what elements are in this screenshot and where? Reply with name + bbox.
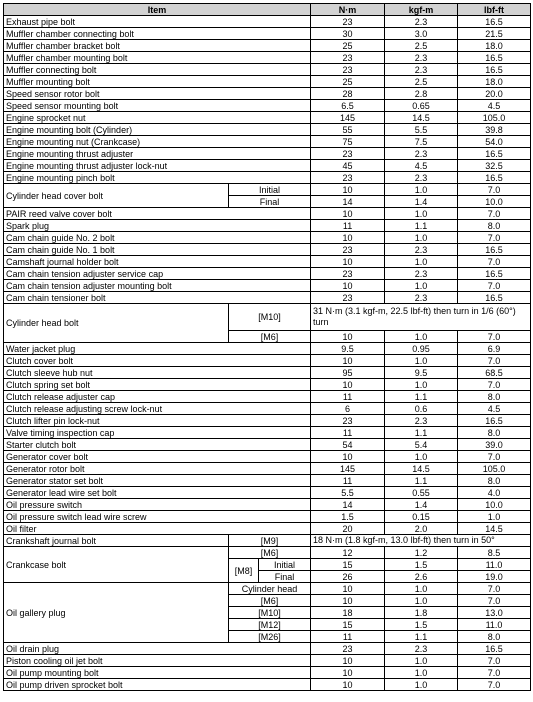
item-cell: Oil pressure switch lead wire screw: [4, 511, 311, 523]
kgfm-cell: 2.3: [385, 268, 458, 280]
table-row: [4, 463, 531, 475]
nm-cell: 11: [311, 391, 385, 403]
lbfft-cell: 7.0: [458, 379, 531, 391]
nm-cell: 23: [311, 148, 385, 160]
item-cell: Generator lead wire set bolt: [4, 487, 311, 499]
table-row: [4, 667, 531, 679]
kgfm-cell: 2.3: [385, 16, 458, 28]
table-row: [4, 415, 531, 427]
nm-cell: 11: [311, 220, 385, 232]
lbfft-cell: 8.5: [458, 547, 531, 559]
item-cell: Spark plug: [4, 220, 311, 232]
lbfft-cell: 16.5: [458, 52, 531, 64]
lbfft-cell: 18.0: [458, 40, 531, 52]
lbfft-cell: 16.5: [458, 244, 531, 256]
table-row: [4, 184, 531, 196]
nm-cell: 12: [311, 547, 385, 559]
lbfft-cell: 16.5: [458, 16, 531, 28]
nm-cell: 23: [311, 292, 385, 304]
item-cell: Cam chain guide No. 2 bolt: [4, 232, 311, 244]
item-cell: Clutch cover bolt: [4, 355, 311, 367]
lbfft-cell: 32.5: [458, 160, 531, 172]
nm-cell: 23: [311, 64, 385, 76]
item-cell: Muffler connecting bolt: [4, 64, 311, 76]
item-cell: Crankcase bolt: [4, 547, 229, 583]
nm-cell: 95: [311, 367, 385, 379]
nm-cell: 10: [311, 232, 385, 244]
table-row: [4, 64, 531, 76]
size-cell: [M9]: [229, 535, 311, 547]
kgfm-cell: 1.0: [385, 184, 458, 196]
kgfm-cell: 1.5: [385, 619, 458, 631]
table-row: [4, 655, 531, 667]
nm-cell: 23: [311, 52, 385, 64]
item-cell: Generator rotor bolt: [4, 463, 311, 475]
table-row: [4, 439, 531, 451]
kgfm-cell: 2.3: [385, 52, 458, 64]
kgfm-cell: 2.3: [385, 148, 458, 160]
lbfft-cell: 4.5: [458, 403, 531, 415]
table-row: [4, 499, 531, 511]
kgfm-cell: 0.65: [385, 100, 458, 112]
item-cell: Generator stator set bolt: [4, 475, 311, 487]
item-cell: Clutch spring set bolt: [4, 379, 311, 391]
lbfft-cell: 7.0: [458, 451, 531, 463]
lbfft-cell: 1.0: [458, 511, 531, 523]
item-cell: Muffler chamber bracket bolt: [4, 40, 311, 52]
nm-cell: 6: [311, 403, 385, 415]
nm-cell: 25: [311, 40, 385, 52]
kgfm-cell: 1.8: [385, 607, 458, 619]
kgfm-cell: 1.2: [385, 547, 458, 559]
nm-cell: 10: [311, 256, 385, 268]
table-row: [4, 160, 531, 172]
item-cell: Engine mounting thrust adjuster: [4, 148, 311, 160]
kgfm-cell: 1.0: [385, 232, 458, 244]
header-kgfm: kgf-m: [385, 4, 458, 16]
size-cell: [M8]: [229, 559, 259, 583]
item-cell: Engine mounting bolt (Cylinder): [4, 124, 311, 136]
nm-cell: 23: [311, 268, 385, 280]
condition-cell: Initial: [259, 559, 311, 571]
table-row: [4, 355, 531, 367]
lbfft-cell: 8.0: [458, 391, 531, 403]
kgfm-cell: 5.4: [385, 439, 458, 451]
kgfm-cell: 2.3: [385, 415, 458, 427]
lbfft-cell: 16.5: [458, 172, 531, 184]
kgfm-cell: 2.3: [385, 643, 458, 655]
lbfft-cell: 7.0: [458, 280, 531, 292]
nm-cell: 10: [311, 331, 385, 343]
kgfm-cell: 2.3: [385, 244, 458, 256]
item-cell: Engine mounting thrust adjuster lock-nut: [4, 160, 311, 172]
item-cell: Cam chain guide No. 1 bolt: [4, 244, 311, 256]
nm-cell: 6.5: [311, 100, 385, 112]
nm-cell: 10: [311, 679, 385, 691]
nm-cell: 10: [311, 379, 385, 391]
kgfm-cell: 9.5: [385, 367, 458, 379]
item-cell: Speed sensor rotor bolt: [4, 88, 311, 100]
kgfm-cell: 2.3: [385, 64, 458, 76]
lbfft-cell: 4.5: [458, 100, 531, 112]
kgfm-cell: 1.0: [385, 595, 458, 607]
size-cell: [M6]: [229, 595, 311, 607]
lbfft-cell: 7.0: [458, 256, 531, 268]
nm-cell: 25: [311, 76, 385, 88]
header-row: [4, 4, 531, 16]
table-row: [4, 451, 531, 463]
item-cell: Water jacket plug: [4, 343, 311, 355]
kgfm-cell: 1.0: [385, 655, 458, 667]
lbfft-cell: 7.0: [458, 184, 531, 196]
nm-cell: 20: [311, 523, 385, 535]
kgfm-cell: 2.5: [385, 40, 458, 52]
item-cell: Generator cover bolt: [4, 451, 311, 463]
item-cell: Clutch sleeve hub nut: [4, 367, 311, 379]
table-row: [4, 343, 531, 355]
item-cell: Muffler chamber mounting bolt: [4, 52, 311, 64]
kgfm-cell: 1.0: [385, 256, 458, 268]
lbfft-cell: 7.0: [458, 208, 531, 220]
kgfm-cell: 1.0: [385, 451, 458, 463]
table-row: [4, 379, 531, 391]
item-cell: Oil drain plug: [4, 643, 311, 655]
nm-cell: 28: [311, 88, 385, 100]
item-cell: Clutch lifter pin lock-nut: [4, 415, 311, 427]
item-cell: Engine mounting nut (Crankcase): [4, 136, 311, 148]
kgfm-cell: 0.15: [385, 511, 458, 523]
kgfm-cell: 1.1: [385, 220, 458, 232]
kgfm-cell: 2.3: [385, 172, 458, 184]
nm-cell: 18: [311, 607, 385, 619]
table-row: [4, 679, 531, 691]
nm-cell: 15: [311, 559, 385, 571]
table-row: [4, 583, 531, 595]
nm-cell: 23: [311, 172, 385, 184]
torque-specification-table: [3, 3, 531, 691]
lbfft-cell: 68.5: [458, 367, 531, 379]
lbfft-cell: 105.0: [458, 112, 531, 124]
nm-cell: 23: [311, 244, 385, 256]
table-row: [4, 391, 531, 403]
lbfft-cell: 7.0: [458, 679, 531, 691]
kgfm-cell: 1.0: [385, 280, 458, 292]
table-row: [4, 88, 531, 100]
kgfm-cell: 14.5: [385, 112, 458, 124]
item-cell: Cam chain tension adjuster mounting bolt: [4, 280, 311, 292]
kgfm-cell: 1.0: [385, 583, 458, 595]
kgfm-cell: 0.6: [385, 403, 458, 415]
table-row: [4, 76, 531, 88]
table-row: [4, 367, 531, 379]
torque-note-cell: 18 N·m (1.8 kgf-m, 13.0 lbf-ft) then turn in 50°: [311, 535, 531, 547]
kgfm-cell: 1.0: [385, 667, 458, 679]
nm-cell: 10: [311, 595, 385, 607]
torque-table-container: [3, 3, 530, 691]
kgfm-cell: 2.3: [385, 292, 458, 304]
table-row: [4, 535, 531, 547]
nm-cell: 11: [311, 427, 385, 439]
nm-cell: 10: [311, 280, 385, 292]
kgfm-cell: 1.5: [385, 559, 458, 571]
item-cell: Camshaft journal holder bolt: [4, 256, 311, 268]
size-cell: [M10]: [229, 304, 311, 331]
kgfm-cell: 1.0: [385, 355, 458, 367]
kgfm-cell: 2.5: [385, 76, 458, 88]
item-cell: Oil pump driven sprocket bolt: [4, 679, 311, 691]
header-nm: N·m: [311, 4, 385, 16]
condition-cell: Final: [229, 196, 311, 208]
header-item: Item: [4, 4, 311, 16]
table-row: [4, 148, 531, 160]
nm-cell: 26: [311, 571, 385, 583]
nm-cell: 15: [311, 619, 385, 631]
size-cell: [M12]: [229, 619, 311, 631]
lbfft-cell: 54.0: [458, 136, 531, 148]
lbfft-cell: 7.0: [458, 331, 531, 343]
item-cell: Starter clutch bolt: [4, 439, 311, 451]
lbfft-cell: 8.0: [458, 220, 531, 232]
table-row: [4, 523, 531, 535]
lbfft-cell: 39.8: [458, 124, 531, 136]
table-row: [4, 244, 531, 256]
lbfft-cell: 7.0: [458, 355, 531, 367]
lbfft-cell: 105.0: [458, 463, 531, 475]
kgfm-cell: 2.0: [385, 523, 458, 535]
item-cell: Clutch release adjuster cap: [4, 391, 311, 403]
item-cell: Oil pump mounting bolt: [4, 667, 311, 679]
nm-cell: 45: [311, 160, 385, 172]
nm-cell: 14: [311, 196, 385, 208]
nm-cell: 75: [311, 136, 385, 148]
nm-cell: 23: [311, 643, 385, 655]
item-cell: Cam chain tensioner bolt: [4, 292, 311, 304]
torque-note-cell: 31 N·m (3.1 kgf-m, 22.5 lbf-ft) then turn in 1/6 (60°) turn: [311, 304, 531, 331]
kgfm-cell: 1.0: [385, 208, 458, 220]
table-row: [4, 112, 531, 124]
lbfft-cell: 21.5: [458, 28, 531, 40]
lbfft-cell: 7.0: [458, 232, 531, 244]
table-row: [4, 280, 531, 292]
item-cell: Muffler mounting bolt: [4, 76, 311, 88]
lbfft-cell: 16.5: [458, 268, 531, 280]
table-row: [4, 427, 531, 439]
nm-cell: 10: [311, 583, 385, 595]
kgfm-cell: 3.0: [385, 28, 458, 40]
nm-cell: 54: [311, 439, 385, 451]
nm-cell: 9.5: [311, 343, 385, 355]
size-cell: [M6]: [229, 547, 311, 559]
lbfft-cell: 16.5: [458, 64, 531, 76]
item-cell: Speed sensor mounting bolt: [4, 100, 311, 112]
lbfft-cell: 18.0: [458, 76, 531, 88]
kgfm-cell: 1.4: [385, 499, 458, 511]
nm-cell: 55: [311, 124, 385, 136]
kgfm-cell: 0.95: [385, 343, 458, 355]
table-row: [4, 220, 531, 232]
lbfft-cell: 10.0: [458, 196, 531, 208]
table-row: [4, 643, 531, 655]
item-cell: Muffler chamber connecting bolt: [4, 28, 311, 40]
table-row: [4, 124, 531, 136]
item-cell: Cylinder head bolt: [4, 304, 229, 343]
item-cell: Engine mounting pinch bolt: [4, 172, 311, 184]
nm-cell: 11: [311, 631, 385, 643]
item-cell: Crankshaft journal bolt: [4, 535, 229, 547]
lbfft-cell: 20.0: [458, 88, 531, 100]
table-row: [4, 52, 531, 64]
item-cell: Exhaust pipe bolt: [4, 16, 311, 28]
nm-cell: 30: [311, 28, 385, 40]
table-row: [4, 172, 531, 184]
kgfm-cell: 1.0: [385, 331, 458, 343]
lbfft-cell: 19.0: [458, 571, 531, 583]
nm-cell: 5.5: [311, 487, 385, 499]
table-row: [4, 136, 531, 148]
item-cell: Cam chain tension adjuster service cap: [4, 268, 311, 280]
location-cell: Cylinder head: [229, 583, 311, 595]
table-row: [4, 28, 531, 40]
table-row: [4, 511, 531, 523]
item-cell: Piston cooling oil jet bolt: [4, 655, 311, 667]
nm-cell: 10: [311, 667, 385, 679]
table-row: [4, 268, 531, 280]
lbfft-cell: 11.0: [458, 559, 531, 571]
nm-cell: 10: [311, 655, 385, 667]
nm-cell: 11: [311, 475, 385, 487]
lbfft-cell: 7.0: [458, 583, 531, 595]
item-cell: Oil pressure switch: [4, 499, 311, 511]
lbfft-cell: 16.5: [458, 292, 531, 304]
kgfm-cell: 1.1: [385, 631, 458, 643]
kgfm-cell: 1.0: [385, 379, 458, 391]
nm-cell: 14: [311, 499, 385, 511]
table-row: [4, 487, 531, 499]
nm-cell: 145: [311, 112, 385, 124]
nm-cell: 10: [311, 355, 385, 367]
nm-cell: 10: [311, 208, 385, 220]
kgfm-cell: 1.4: [385, 196, 458, 208]
lbfft-cell: 7.0: [458, 595, 531, 607]
lbfft-cell: 14.5: [458, 523, 531, 535]
lbfft-cell: 8.0: [458, 631, 531, 643]
kgfm-cell: 14.5: [385, 463, 458, 475]
lbfft-cell: 4.0: [458, 487, 531, 499]
item-cell: Oil filter: [4, 523, 311, 535]
size-cell: [M10]: [229, 607, 311, 619]
nm-cell: 23: [311, 415, 385, 427]
lbfft-cell: 6.9: [458, 343, 531, 355]
table-row: [4, 292, 531, 304]
item-cell: Engine sprocket nut: [4, 112, 311, 124]
table-row: [4, 100, 531, 112]
kgfm-cell: 1.0: [385, 679, 458, 691]
size-cell: [M6]: [229, 331, 311, 343]
table-row: [4, 547, 531, 559]
nm-cell: 10: [311, 451, 385, 463]
kgfm-cell: 5.5: [385, 124, 458, 136]
lbfft-cell: 16.5: [458, 415, 531, 427]
size-cell: [M26]: [229, 631, 311, 643]
condition-cell: Final: [259, 571, 311, 583]
lbfft-cell: 8.0: [458, 475, 531, 487]
kgfm-cell: 4.5: [385, 160, 458, 172]
item-cell: Oil gallery plug: [4, 583, 229, 643]
item-cell: Clutch release adjusting screw lock-nut: [4, 403, 311, 415]
table-row: [4, 304, 531, 331]
lbfft-cell: 13.0: [458, 607, 531, 619]
lbfft-cell: 7.0: [458, 667, 531, 679]
lbfft-cell: 16.5: [458, 148, 531, 160]
lbfft-cell: 10.0: [458, 499, 531, 511]
kgfm-cell: 1.1: [385, 475, 458, 487]
nm-cell: 1.5: [311, 511, 385, 523]
kgfm-cell: 1.1: [385, 391, 458, 403]
nm-cell: 145: [311, 463, 385, 475]
table-row: [4, 256, 531, 268]
table-row: [4, 403, 531, 415]
table-row: [4, 232, 531, 244]
lbfft-cell: 8.0: [458, 427, 531, 439]
lbfft-cell: 7.0: [458, 655, 531, 667]
nm-cell: 23: [311, 16, 385, 28]
table-row: [4, 40, 531, 52]
kgfm-cell: 2.8: [385, 88, 458, 100]
nm-cell: 10: [311, 184, 385, 196]
table-row: [4, 208, 531, 220]
condition-cell: Initial: [229, 184, 311, 196]
item-cell: Cylinder head cover bolt: [4, 184, 229, 208]
kgfm-cell: 0.55: [385, 487, 458, 499]
item-cell: PAIR reed valve cover bolt: [4, 208, 311, 220]
item-cell: Valve timing inspection cap: [4, 427, 311, 439]
kgfm-cell: 1.1: [385, 427, 458, 439]
header-lbfft: lbf-ft: [458, 4, 531, 16]
lbfft-cell: 39.0: [458, 439, 531, 451]
lbfft-cell: 11.0: [458, 619, 531, 631]
table-row: [4, 475, 531, 487]
lbfft-cell: 16.5: [458, 643, 531, 655]
table-row: [4, 16, 531, 28]
kgfm-cell: 2.6: [385, 571, 458, 583]
kgfm-cell: 7.5: [385, 136, 458, 148]
